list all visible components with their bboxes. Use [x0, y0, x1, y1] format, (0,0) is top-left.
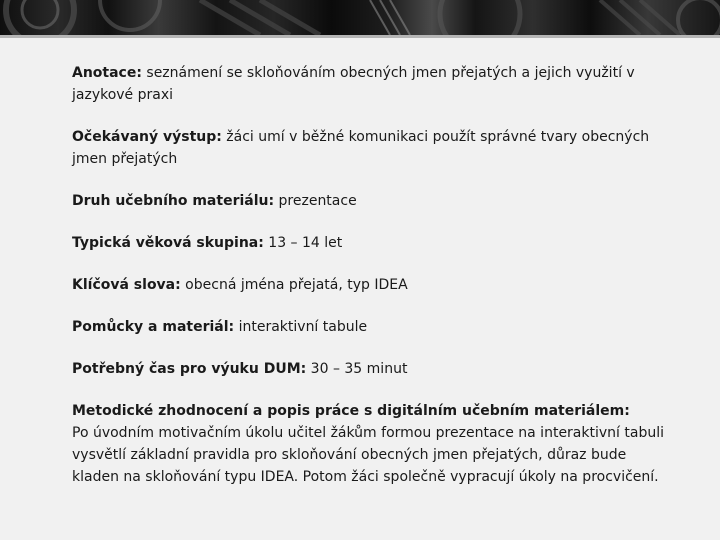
header-banner-image — [0, 0, 720, 35]
aids-label: Pomůcky a materiál: — [72, 319, 235, 335]
annotation-text: seznámení se skloňováním obecných jmen přejatých a jejich využití v jazykové praxi — [72, 65, 635, 103]
age-group-text: 13 – 14 let — [263, 235, 343, 251]
time-required-item — [72, 358, 672, 380]
material-type-item — [72, 190, 672, 212]
slide-content — [72, 62, 672, 488]
expected-outcome-label: Očekávaný výstup: — [72, 129, 222, 145]
age-group-label: Typická věková skupina: — [72, 235, 264, 251]
time-required-label: Potřebný čas pro výuku DUM: — [72, 361, 307, 377]
methodology-text: Po úvodním motivačním úkolu učitel žákům formou prezentace na interaktivní tabuli vysvětlí základní pravidla pro skloňování obecných jmen přejatých, důraz bude kladen na skloňování typu IDEA. Potom žáci společně vypracují úkoly na procvičení. — [72, 425, 664, 485]
annotation-item — [72, 62, 672, 106]
aids-text: interaktivní tabule — [234, 319, 368, 335]
expected-outcome-item — [72, 126, 672, 170]
methodology-item — [72, 400, 672, 488]
material-type-text: prezentace — [274, 193, 357, 209]
age-group-item — [72, 232, 672, 254]
keywords-item — [72, 274, 672, 296]
banner-texture — [0, 0, 720, 35]
expected-outcome-text: žáci umí v běžné komunikaci použít správné tvary obecných jmen přejatých — [72, 129, 650, 167]
methodology-label: Metodické zhodnocení a popis práce s digitálním učebním materiálem: — [72, 403, 630, 419]
time-required-text: 30 – 35 minut — [306, 361, 408, 377]
keywords-label: Klíčová slova: — [72, 277, 181, 293]
annotation-label: Anotace: — [72, 65, 142, 81]
aids-item — [72, 316, 672, 338]
banner-divider — [0, 35, 720, 38]
material-type-label: Druh učebního materiálu: — [72, 193, 275, 209]
keywords-text: obecná jména přejatá, typ IDEA — [180, 277, 408, 293]
